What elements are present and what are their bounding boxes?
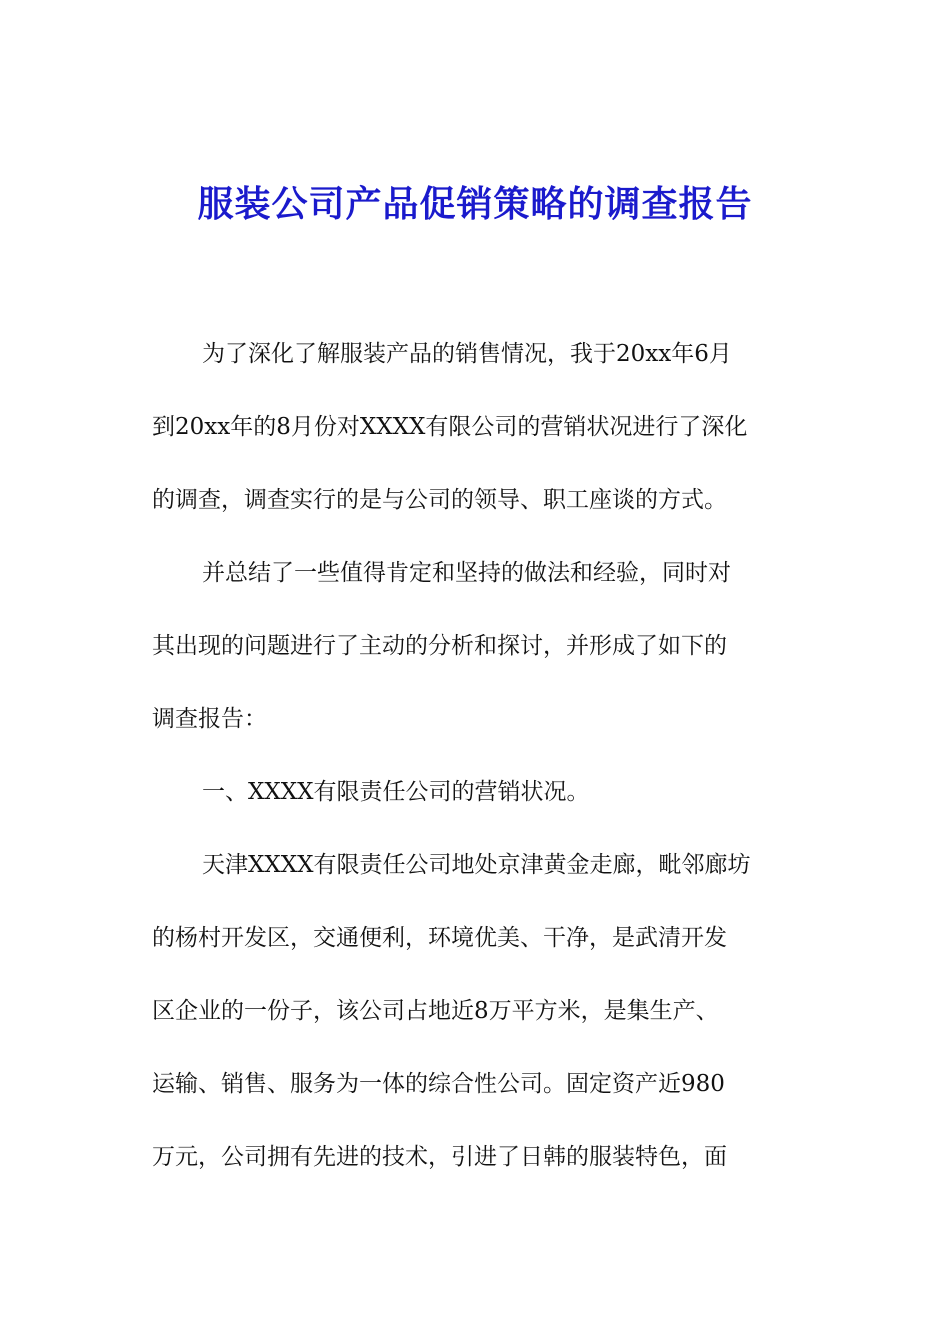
paragraph-2-line-3: 调查报告： (152, 706, 267, 732)
paragraph-3-line-1: 天津XXXX有限责任公司地处京津黄金走廊，毗邻廊坊 (202, 852, 751, 878)
paragraph-1-line-1: 为了深化了解服装产品的销售情况，我于20xx年6月 (202, 341, 732, 367)
paragraph-3-line-3: 区企业的一份子，该公司占地近8万平方米，是集生产、 (152, 998, 719, 1024)
paragraph-3-line-2: 的杨村开发区，交通便利，环境优美、干净，是武清开发 (152, 925, 727, 951)
document-title: 服装公司产品促销策略的调查报告 (197, 183, 753, 225)
paragraph-1-line-3: 的调查，调查实行的是与公司的领导、职工座谈的方式。 (152, 487, 727, 513)
section-heading-1: 一、XXXX有限责任公司的营销状况。 (202, 779, 590, 805)
paragraph-2-line-1: 并总结了一些值得肯定和坚持的做法和经验，同时对 (202, 560, 731, 586)
paragraph-2-line-2: 其出现的问题进行了主动的分析和探讨，并形成了如下的 (152, 633, 727, 659)
paragraph-3-line-4: 运输、销售、服务为一体的综合性公司。固定资产近980 (152, 1071, 725, 1097)
document-body (152, 324, 812, 1200)
paragraph-3-line-5: 万元，公司拥有先进的技术，引进了日韩的服装特色，面 (152, 1144, 727, 1170)
paragraph-1-line-2: 到20xx年的8月份对XXXX有限公司的营销状况进行了深化 (152, 414, 748, 440)
